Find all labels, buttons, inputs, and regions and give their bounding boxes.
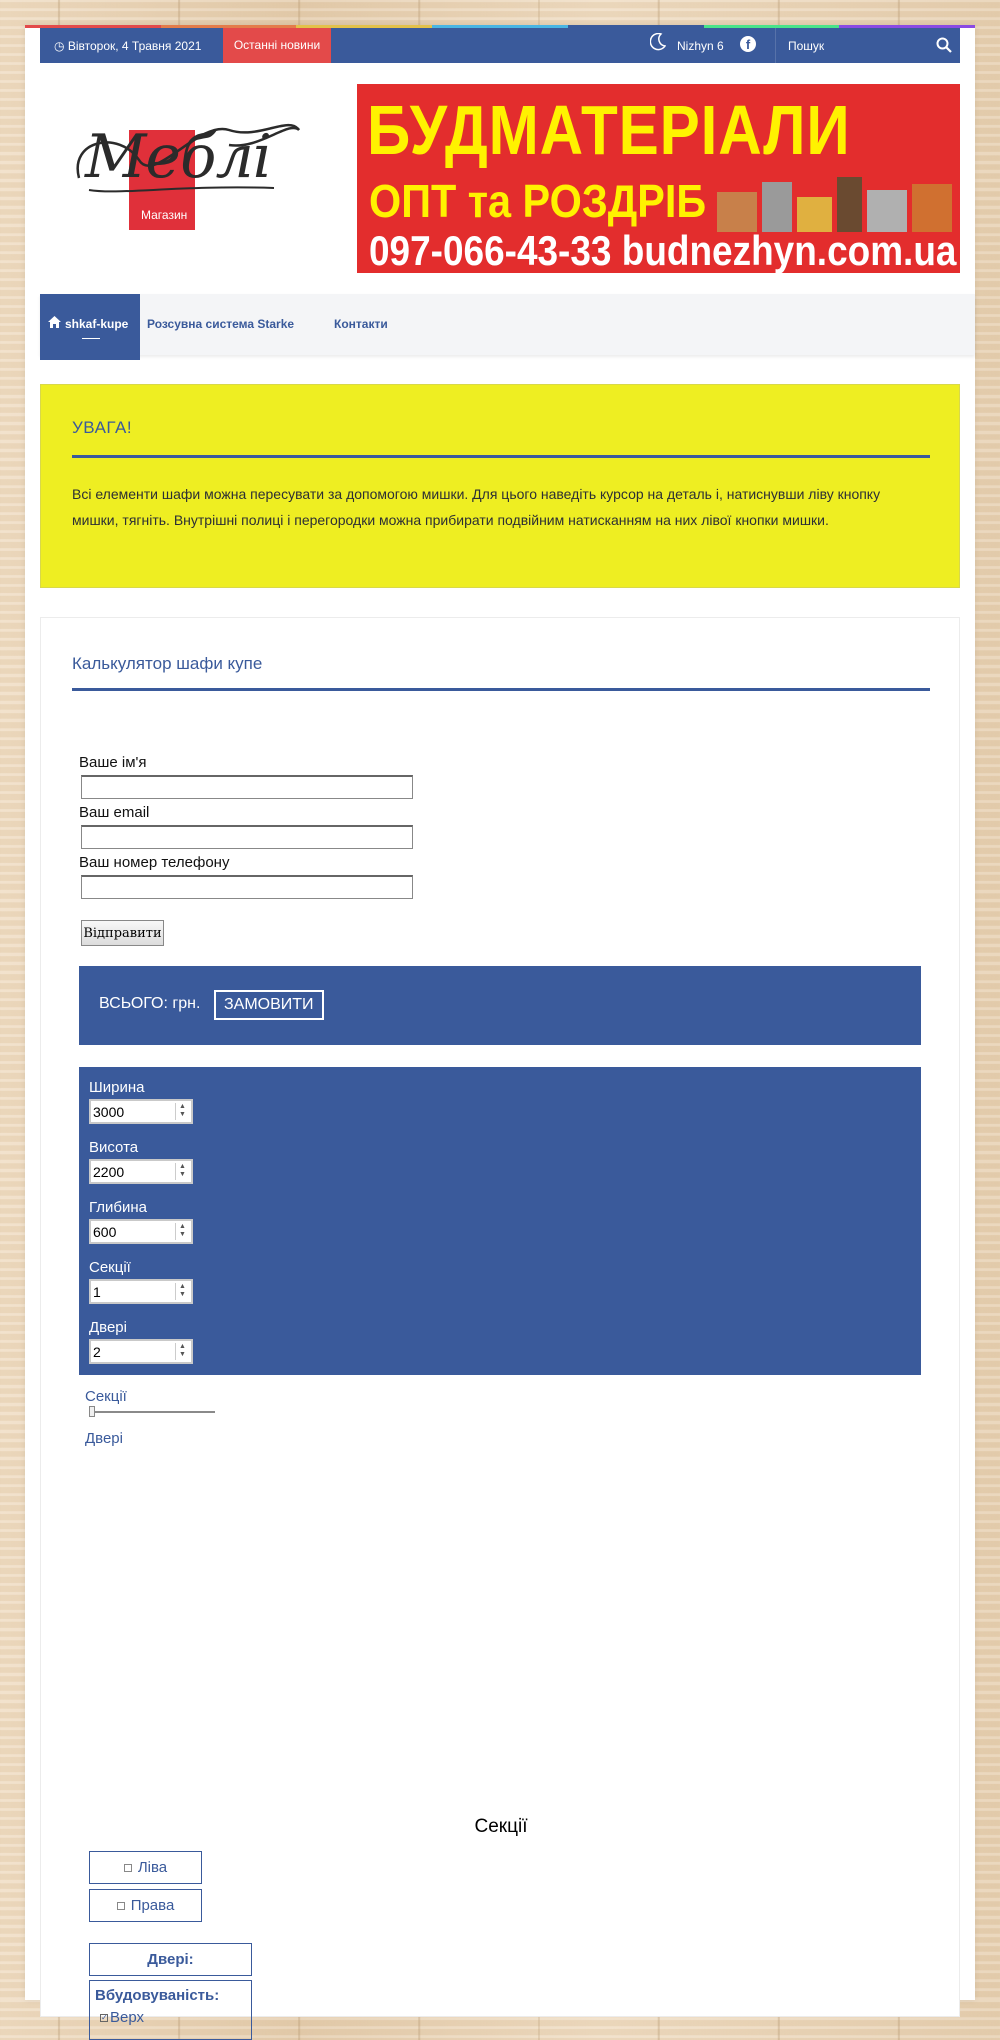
notice-text: Всі елементи шафи можна пересувати за допомогою мишки. Для цього наведіть курсор на деталь і, натиснувши ліву кнопку мишки, тягніть. Внутрішні полиці і перегородки можна прибирати подвійним натисканням на них лівої кнопки мишки. bbox=[72, 486, 881, 528]
doors-stepper[interactable] bbox=[89, 1339, 193, 1364]
logo-subtitle: Магазин bbox=[141, 208, 188, 222]
search-input[interactable] bbox=[776, 28, 926, 63]
notice-title: УВАГА! bbox=[72, 418, 133, 437]
banner-line-2: ОПТ та РОЗДРІБ bbox=[369, 175, 707, 227]
height-arrows[interactable] bbox=[175, 1163, 189, 1180]
down-arrow-icon[interactable]: ▼ bbox=[179, 1231, 186, 1238]
logo-script-text: Меблі bbox=[85, 122, 271, 192]
sections-arrows[interactable] bbox=[175, 1283, 189, 1300]
nav-item-starke[interactable]: Розсувна система Starke bbox=[147, 317, 295, 331]
section-right-option[interactable] bbox=[89, 1889, 202, 1922]
doors-arrows[interactable] bbox=[175, 1343, 189, 1360]
depth-arrows[interactable] bbox=[175, 1223, 189, 1240]
depth-label: Глибина bbox=[89, 1199, 148, 1216]
up-arrow-icon[interactable]: ▲ bbox=[179, 1343, 186, 1350]
down-arrow-icon[interactable]: ▼ bbox=[179, 1171, 186, 1178]
moon-icon[interactable] bbox=[650, 33, 666, 56]
width-stepper[interactable] bbox=[89, 1099, 193, 1124]
height-stepper[interactable] bbox=[89, 1159, 193, 1184]
embed-option-top[interactable] bbox=[100, 2009, 144, 2026]
main-nav bbox=[40, 294, 975, 355]
total-bar bbox=[79, 966, 921, 1045]
sections-slider-track[interactable] bbox=[89, 1411, 215, 1413]
height-value: 2200 bbox=[93, 1164, 125, 1180]
nav-item-contacts[interactable]: Контакти bbox=[334, 317, 388, 331]
sections-stepper[interactable] bbox=[89, 1279, 193, 1304]
nav-home-label: shkaf-kupe bbox=[65, 317, 129, 331]
down-arrow-icon[interactable]: ▼ bbox=[179, 1111, 186, 1118]
sections-heading: Секції bbox=[474, 1816, 528, 1837]
search-box bbox=[775, 28, 960, 63]
weather-text: Nizhyn 6 bbox=[677, 39, 724, 53]
doors-label: Двері bbox=[89, 1319, 127, 1336]
width-arrows[interactable] bbox=[175, 1103, 189, 1120]
nav-item-home[interactable] bbox=[40, 294, 140, 360]
page-container bbox=[25, 25, 975, 2026]
phone-label: Ваш номер телефону bbox=[79, 854, 230, 871]
checkbox-icon[interactable] bbox=[117, 1902, 125, 1910]
checked-checkbox-icon[interactable]: ✓ bbox=[101, 2013, 108, 2023]
down-arrow-icon[interactable]: ▼ bbox=[179, 1351, 186, 1358]
down-arrow-icon[interactable]: ▼ bbox=[179, 1291, 186, 1298]
height-label: Висота bbox=[89, 1139, 139, 1156]
embed-title: Вбудовуваність: bbox=[95, 1987, 220, 2004]
sections-link[interactable]: Секції bbox=[85, 1388, 127, 1405]
total-label: ВСЬОГО: грн. bbox=[99, 995, 201, 1012]
depth-value: 600 bbox=[93, 1224, 117, 1240]
email-field[interactable] bbox=[81, 825, 413, 849]
up-arrow-icon[interactable]: ▲ bbox=[179, 1103, 186, 1110]
up-arrow-icon[interactable]: ▲ bbox=[179, 1283, 186, 1290]
width-label: Ширина bbox=[89, 1079, 145, 1096]
up-arrow-icon[interactable]: ▲ bbox=[179, 1163, 186, 1170]
calculator-title: Калькулятор шафи купе bbox=[72, 654, 263, 673]
ad-banner[interactable] bbox=[357, 84, 960, 273]
sections-label: Секції bbox=[89, 1259, 131, 1276]
up-arrow-icon[interactable]: ▲ bbox=[179, 1223, 186, 1230]
date-text: Вівторок, 4 Травня 2021 bbox=[67, 39, 202, 53]
top-bar bbox=[40, 28, 960, 63]
sections-value: 1 bbox=[93, 1284, 101, 1300]
embed-option-label: Верх bbox=[110, 2009, 145, 2026]
embed-panel bbox=[89, 1980, 252, 2040]
order-button[interactable]: ЗАМОВИТИ bbox=[214, 990, 324, 1020]
section-right-label: Права bbox=[130, 1897, 175, 1914]
doors-value: 2 bbox=[93, 1344, 101, 1360]
search-icon[interactable] bbox=[936, 37, 952, 53]
home-icon bbox=[48, 294, 61, 355]
active-indicator bbox=[82, 338, 100, 339]
clock-icon: ◷ bbox=[54, 39, 65, 53]
calculator-divider bbox=[72, 688, 930, 691]
name-label: Ваше ім'я bbox=[79, 754, 147, 771]
name-field[interactable] bbox=[81, 775, 413, 799]
notice-box bbox=[40, 384, 960, 588]
dimensions-panel bbox=[79, 1067, 921, 1375]
breaking-news-label[interactable]: Останні новини bbox=[223, 28, 331, 63]
facebook-icon[interactable]: f bbox=[740, 36, 756, 52]
phone-field[interactable] bbox=[81, 875, 413, 899]
notice-divider bbox=[72, 455, 930, 458]
checkbox-icon[interactable] bbox=[124, 1864, 132, 1872]
sections-slider-thumb[interactable] bbox=[89, 1406, 95, 1417]
doors-link[interactable]: Двері bbox=[85, 1430, 123, 1447]
site-logo[interactable] bbox=[59, 100, 309, 230]
width-value: 3000 bbox=[93, 1104, 125, 1120]
submit-button[interactable]: Відправити bbox=[81, 920, 164, 946]
calculator-widget bbox=[40, 617, 960, 2026]
building-materials-image bbox=[717, 172, 957, 232]
section-left-option[interactable] bbox=[89, 1851, 202, 1884]
depth-stepper[interactable] bbox=[89, 1219, 193, 1244]
banner-line-1: БУДМАТЕРІАЛИ bbox=[367, 91, 851, 169]
section-left-label: Ліва bbox=[137, 1859, 168, 1876]
email-label: Ваш email bbox=[79, 804, 150, 821]
date-display bbox=[54, 39, 201, 53]
banner-line-3: 097-066-43-33 budnezhyn.com.ua bbox=[369, 227, 957, 273]
doors-header: Двері: bbox=[89, 1943, 252, 1976]
